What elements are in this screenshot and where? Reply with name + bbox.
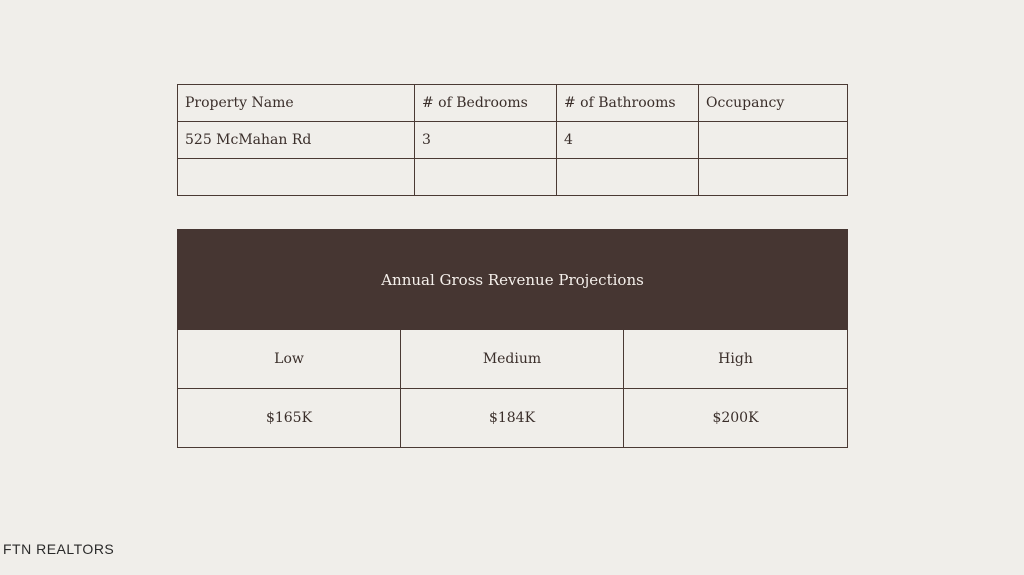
revenue-title-row <box>178 230 848 330</box>
revenue-header-row <box>178 330 848 389</box>
cell-property-name: 525 McMahan Rd <box>178 122 415 159</box>
header-property-name: Property Name <box>178 85 415 122</box>
revenue-value-medium: $184K <box>401 389 624 448</box>
revenue-title: Annual Gross Revenue Projections <box>178 230 848 330</box>
cell-bathrooms <box>557 159 699 196</box>
revenue-value-low: $165K <box>178 389 401 448</box>
revenue-value-row <box>178 389 848 448</box>
cell-bedrooms <box>415 159 557 196</box>
table-row <box>178 122 848 159</box>
revenue-value-high: $200K <box>624 389 848 448</box>
cell-bathrooms: 4 <box>557 122 699 159</box>
cell-occupancy <box>699 122 848 159</box>
property-table-header-row <box>178 85 848 122</box>
revenue-header-medium: Medium <box>401 330 624 389</box>
cell-bedrooms: 3 <box>415 122 557 159</box>
cell-property-name <box>178 159 415 196</box>
revenue-header-high: High <box>624 330 848 389</box>
header-bedrooms: # of Bedrooms <box>415 85 557 122</box>
cell-occupancy <box>699 159 848 196</box>
revenue-header-low: Low <box>178 330 401 389</box>
table-row <box>178 159 848 196</box>
revenue-projection-table <box>177 229 848 448</box>
property-table <box>177 84 848 196</box>
brand-logo: FTN REALTORS <box>3 541 115 557</box>
header-bathrooms: # of Bathrooms <box>557 85 699 122</box>
header-occupancy: Occupancy <box>699 85 848 122</box>
